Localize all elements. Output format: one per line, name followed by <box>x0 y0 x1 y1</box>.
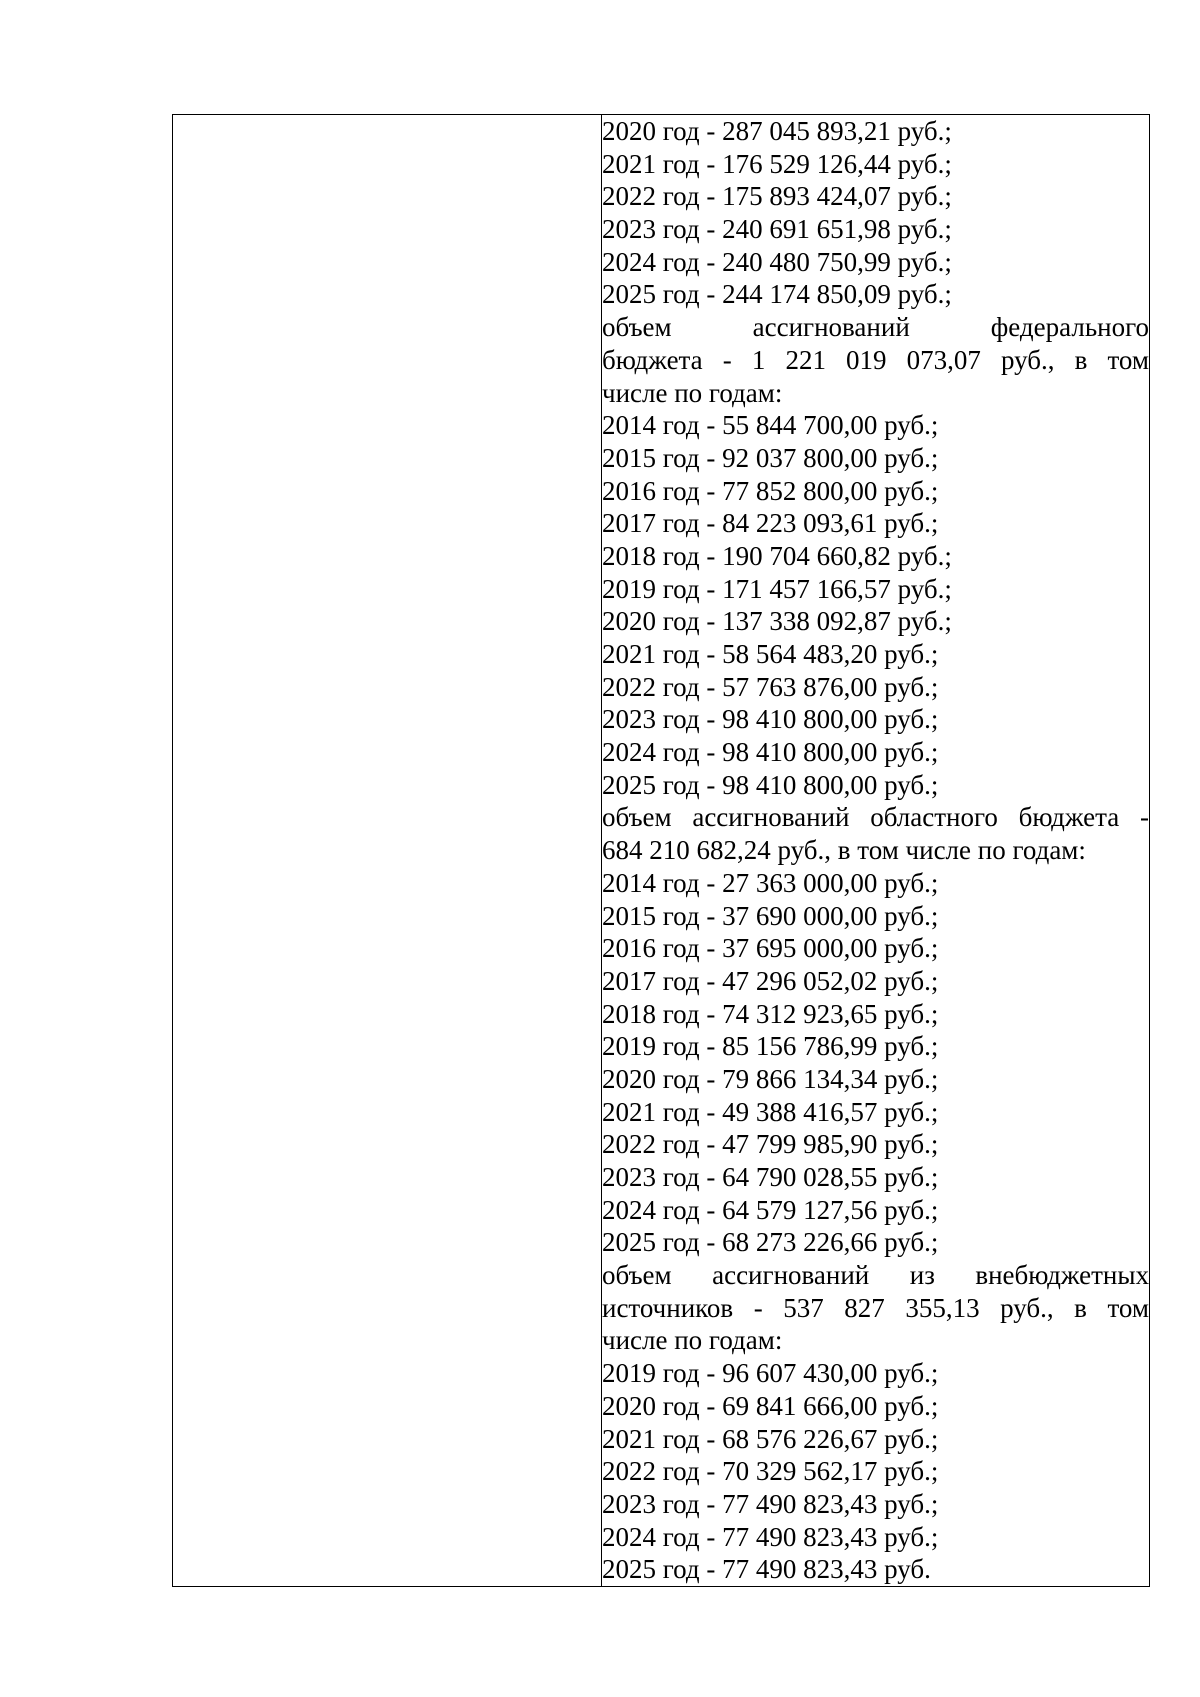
text-line: 2017 год - 84 223 093,61 руб.; <box>602 508 939 539</box>
text-line: 2025 год - 68 273 226,66 руб.; <box>602 1227 939 1258</box>
text-line: 2020 год - 287 045 893,21 руб.; <box>602 116 952 146</box>
text-line: 2022 год - 70 329 562,17 руб.; <box>602 1456 939 1487</box>
text-line: 2021 год - 68 576 226,67 руб.; <box>602 1423 939 1454</box>
text-line: 2014 год - 55 844 700,00 руб.; <box>602 410 939 441</box>
text-line: объем ассигнований областного бюджета - <box>602 802 1149 833</box>
text-line: числе по годам: <box>602 377 783 408</box>
text-line: 2021 год - 58 564 483,20 руб.; <box>602 639 939 669</box>
text-line: 2024 год - 64 579 127,56 руб.; <box>602 1194 939 1225</box>
funding-lines <box>602 115 1149 1586</box>
text-line: 2020 год - 79 866 134,34 руб.; <box>602 1063 939 1094</box>
text-line: 2024 год - 77 490 823,43 руб.; <box>602 1521 939 1552</box>
text-line: 2018 год - 190 704 660,82 руб.; <box>602 540 952 571</box>
text-line: 2015 год - 37 690 000,00 руб.; <box>602 900 939 931</box>
text-line: 2024 год - 98 410 800,00 руб.; <box>602 737 939 768</box>
text-line: 2020 год - 137 338 092,87 руб.; <box>602 606 952 637</box>
text-line: 2023 год - 240 691 651,98 руб.; <box>602 214 952 245</box>
text-line: 2025 год - 244 174 850,09 руб.; <box>602 279 952 310</box>
text-line: 2019 год - 85 156 786,99 руб.; <box>602 1031 939 1062</box>
funding-table <box>172 114 1150 1587</box>
text-line: 2019 год - 171 457 166,57 руб.; <box>602 573 952 604</box>
text-line: 2016 год - 37 695 000,00 руб.; <box>602 933 939 964</box>
text-line: объем ассигнований из внебюджетных <box>602 1260 1149 1291</box>
text-line: 2019 год - 96 607 430,00 руб.; <box>602 1358 939 1389</box>
text-line: бюджета - 1 221 019 073,07 руб., в том <box>602 344 1149 375</box>
text-line: 684 210 682,24 руб., в том числе по годам: <box>602 835 1086 866</box>
text-line: числе по годам: <box>602 1325 783 1356</box>
text-line: 2025 год - 77 490 823,43 руб. <box>602 1554 931 1585</box>
table-cell-right <box>602 115 1150 1587</box>
text-line: 2016 год - 77 852 800,00 руб.; <box>602 475 939 506</box>
text-line: 2022 год - 57 763 876,00 руб.; <box>602 671 939 702</box>
text-line: 2021 год - 176 529 126,44 руб.; <box>602 148 952 179</box>
text-line: 2023 год - 64 790 028,55 руб.; <box>602 1162 939 1192</box>
table-row <box>173 115 1150 1587</box>
text-line: 2018 год - 74 312 923,65 руб.; <box>602 998 939 1029</box>
text-line: 2017 год - 47 296 052,02 руб.; <box>602 965 939 996</box>
text-line: 2022 год - 47 799 985,90 руб.; <box>602 1129 939 1160</box>
text-line: 2014 год - 27 363 000,00 руб.; <box>602 867 939 898</box>
text-line: 2022 год - 175 893 424,07 руб.; <box>602 181 952 212</box>
text-line: 2024 год - 240 480 750,99 руб.; <box>602 246 952 277</box>
text-line: 2015 год - 92 037 800,00 руб.; <box>602 442 939 473</box>
text-line: 2025 год - 98 410 800,00 руб.; <box>602 769 939 800</box>
text-line: источников - 537 827 355,13 руб., в том <box>602 1292 1149 1323</box>
text-line: объем ассигнований федерального <box>602 312 1149 343</box>
text-line: 2020 год - 69 841 666,00 руб.; <box>602 1390 939 1421</box>
text-line: 2021 год - 49 388 416,57 руб.; <box>602 1096 939 1127</box>
text-line: 2023 год - 98 410 800,00 руб.; <box>602 704 939 735</box>
text-line: 2023 год - 77 490 823,43 руб.; <box>602 1488 939 1519</box>
table-cell-left <box>173 115 602 1587</box>
